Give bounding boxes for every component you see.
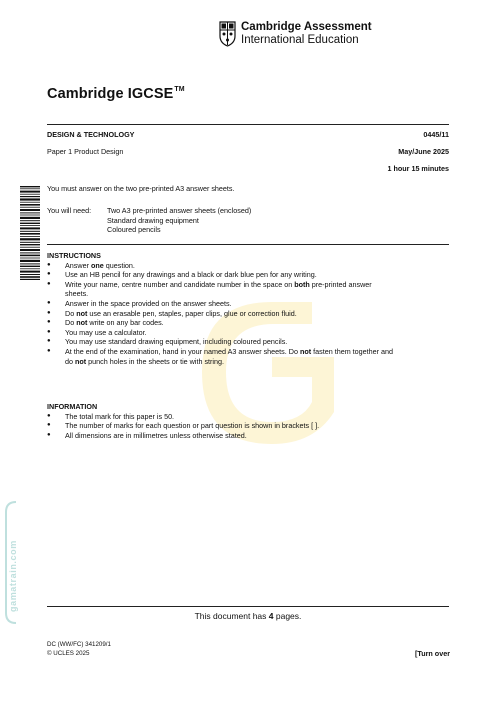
instructions-section bbox=[47, 251, 452, 366]
subject-name: DESIGN & TECHNOLOGY bbox=[47, 130, 135, 139]
instructions-heading: INSTRUCTIONS bbox=[47, 251, 101, 260]
information-item: ● All dimensions are in millimetres unless otherwise stated. bbox=[47, 431, 452, 441]
information-list bbox=[47, 412, 452, 441]
footer-ref bbox=[47, 640, 111, 658]
instruction-item: ● Write your name, centre number and candidate number in the space on both pre-printed answer sheets. bbox=[47, 280, 452, 299]
need-label: You will need: bbox=[47, 206, 92, 215]
title-text: Cambridge IGCSE bbox=[47, 86, 174, 102]
document-reference: DC (WW/FC) 341209/1 bbox=[47, 641, 111, 648]
divider-bottom bbox=[47, 606, 449, 607]
information-heading: INFORMATION bbox=[47, 402, 98, 411]
crest-icon bbox=[219, 21, 236, 47]
org-name-line1: Cambridge Assessment bbox=[241, 21, 372, 33]
page-title bbox=[47, 86, 185, 102]
side-watermark-text: gamatrain.com bbox=[8, 540, 18, 612]
paper-name: Paper 1 Product Design bbox=[47, 147, 124, 156]
instruction-item: ● Use an HB pencil for any drawings and a black or dark blue pen for any writing. bbox=[47, 270, 452, 280]
instruction-item: ● At the end of the examination, hand in your named A3 answer sheets. Do not fasten them together and do not punch holes in the sheets or tie with string. bbox=[47, 347, 452, 366]
information-item: ● The total mark for this paper is 50. bbox=[47, 412, 452, 422]
org-name-line2: International Education bbox=[241, 34, 359, 46]
information-item: ● The number of marks for each question or part question is shown in brackets [ ]. bbox=[47, 421, 452, 431]
information-section bbox=[47, 402, 452, 440]
instruction-item: ● You may use standard drawing equipment, including coloured pencils. bbox=[47, 337, 452, 347]
instruction-item: ● Do not write on any bar codes. bbox=[47, 318, 452, 328]
instruction-item: ● Do not use an erasable pen, staples, paper clips, glue or correction fluid. bbox=[47, 309, 452, 319]
instruction-item: ● Answer in the space provided on the answer sheets. bbox=[47, 299, 452, 309]
copyright: © UCLES 2025 bbox=[47, 650, 90, 657]
instruction-item: ● You may use a calculator. bbox=[47, 328, 452, 338]
exam-session: May/June 2025 bbox=[398, 147, 449, 156]
syllabus-code: 0445/11 bbox=[423, 130, 449, 139]
instructions-list bbox=[47, 261, 452, 367]
need-list bbox=[107, 206, 251, 235]
divider-top bbox=[47, 124, 449, 125]
need-item: Standard drawing equipment bbox=[107, 215, 199, 225]
exam-duration: 1 hour 15 minutes bbox=[387, 164, 449, 173]
barcode bbox=[20, 186, 40, 280]
trademark-mark: TM bbox=[174, 86, 185, 93]
answer-sheet-note: You must answer on the two pre-printed A3 answer sheets. bbox=[47, 184, 235, 193]
turn-over-label: [Turn over bbox=[414, 649, 450, 658]
instruction-item: ● Answer one question. bbox=[47, 261, 452, 271]
need-item: Coloured pencils bbox=[107, 225, 161, 235]
page-count-note: This document has 4 pages. bbox=[194, 611, 302, 621]
divider-middle bbox=[47, 244, 449, 245]
cambridge-logo bbox=[219, 21, 372, 47]
need-item: Two A3 pre-printed answer sheets (enclosed) bbox=[107, 206, 252, 215]
